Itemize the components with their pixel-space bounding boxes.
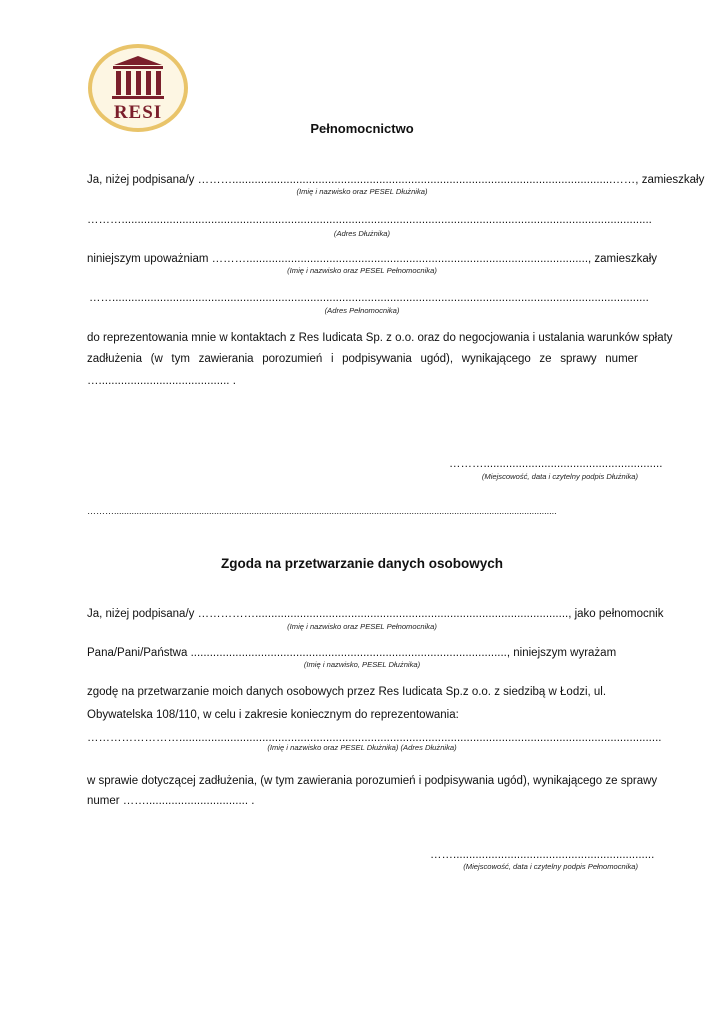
debtor-address-line: ………...................................................................................................................................................................... — [87, 214, 652, 226]
debtor-name-hint: (Imię i nazwisko oraz PESEL Dłużnika) — [296, 187, 428, 196]
word: (w — [150, 353, 163, 365]
word: zadłużenia — [87, 353, 142, 365]
word: numer — [605, 353, 638, 365]
word: porozumień — [262, 353, 323, 365]
debtor-signature-hint: (Miejscowość, data i czytelny podpis Dłużnika) — [481, 472, 638, 481]
consent-represented-hint: (Imię i nazwisko oraz PESEL Dłużnika) (Adres Dłużnika) — [267, 743, 457, 752]
debtor-address-hint: (Adres Dłużnika) — [333, 229, 391, 238]
word: wynikającego — [461, 353, 531, 365]
debtor-signature-line: ………........................................................ — [449, 458, 663, 470]
attorney-signature-hint: (Miejscowość, data i czytelny podpis Pełnomocnika) — [463, 862, 638, 871]
page-title: Pełnomocnictwo — [310, 121, 414, 136]
consent-case-line1: w sprawie dotyczącej zadłużenia, (w tym zawierania porozumień i podpisywania ugód), wynikającego ze sprawy — [87, 775, 658, 787]
consent-title: Zgoda na przetwarzanie danych osobowych — [220, 556, 504, 571]
attorney-address-line: ……........................................................................................................................................................................ — [89, 292, 649, 304]
consent-case-line2: numer ……................................ . — [87, 795, 255, 807]
authorization-paragraph-justified — [87, 352, 638, 366]
word: tym — [171, 353, 190, 365]
attorney-name-hint: (Imię i nazwisko oraz PESEL Pełnomocnika) — [287, 266, 437, 275]
word: zawierania — [198, 353, 254, 365]
logo-text: RESI — [113, 102, 163, 123]
attorney-signature-line: ……............................................................... — [430, 849, 655, 861]
authorization-paragraph-line: do reprezentowania mnie w kontaktach z Res Iudicata Sp. z o.o. oraz do negocjowania i ustalania warunków spłaty — [87, 332, 673, 344]
word: ze — [539, 353, 552, 365]
attorney-name-line: niniejszym upoważniam ………..........................................................................................................., zamieszkały — [87, 253, 658, 265]
consent-represented-line: ……………………....................................................................................................................................................... — [87, 732, 662, 744]
section-divider: ………................................................................................................................................................................................. — [87, 506, 557, 516]
case-number-line: …......................................... . — [87, 375, 236, 387]
word: sprawy — [560, 353, 597, 365]
consent-text-line1: zgodę na przetwarzanie moich danych osobowych przez Res Iudicata Sp.z o.o. z siedzibą w Łodzi, ul. — [87, 686, 607, 698]
consent-attorney-hint: (Imię i nazwisko oraz PESEL Pełnomocnika) — [287, 622, 437, 631]
word: i — [330, 353, 334, 365]
attorney-address-hint: (Adres Pełnomocnika) — [324, 306, 400, 315]
consent-debtor-hint: (Imię i nazwisko, PESEL Dłużnika) — [303, 660, 421, 669]
word: podpisywania — [342, 353, 412, 365]
debtor-name-line: Ja, niżej podpisana/y ……….......................................................................................................................……, zamieszkały — [87, 174, 705, 186]
consent-text-line2: Obywatelska 108/110, w celu i zakresie koniecznym do reprezentowania: — [87, 709, 459, 721]
word: ugód), — [420, 353, 454, 365]
consent-debtor-line: Pana/Pani/Państwa ..................................................................................................., niniejszym wyrażam — [87, 647, 617, 659]
consent-attorney-line: Ja, niżej podpisana/y …………….................................................................................................., jako pełnomocnik — [87, 608, 664, 620]
